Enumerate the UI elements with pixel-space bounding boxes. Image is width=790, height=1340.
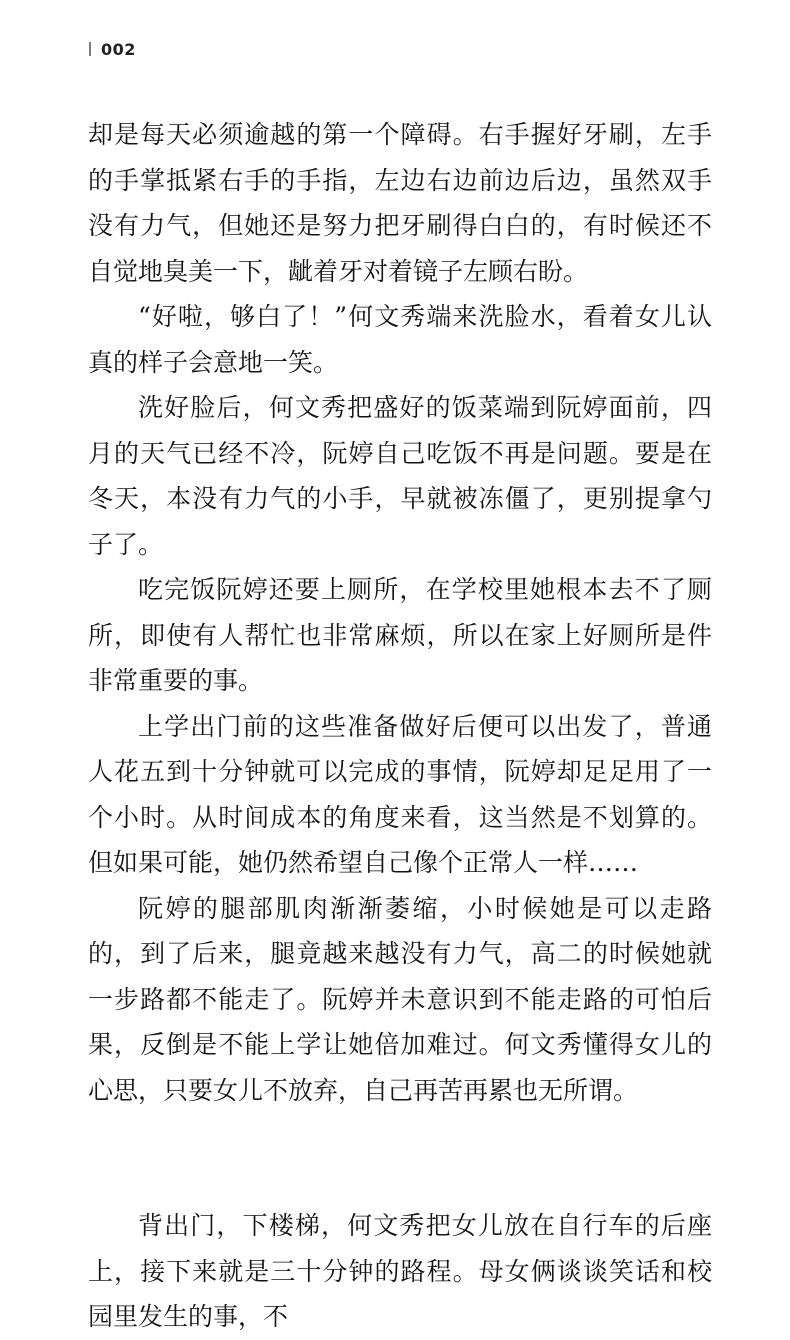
- paragraph: 洗好脸后，何文秀把盛好的饭菜端到阮婷面前，四月的天气已经不冷，阮婷自己吃饭不再是问题。要是在冬天，本没有力气的小手，早就被冻僵了，更别提拿勺子了。: [88, 393, 712, 559]
- paragraph: 阮婷的腿部肌肉渐渐萎缩，小时候她是可以走路的，到了后来，腿竟越来越没有力气，高二的时候她就一步路都不能走了。阮婷并未意识到不能走路的可怕后果，反倒是不能上学让她倍加难过。何文秀懂得女儿的心思，只要女儿不放弃，自己再苦再累也无所谓。: [88, 893, 712, 1105]
- body-text: [88, 112, 712, 1340]
- page-number: 002: [101, 40, 136, 59]
- section-break: [88, 1113, 712, 1203]
- paragraph: 吃完饭阮婷还要上厕所，在学校里她根本去不了厕所，即使有人帮忙也非常麻烦，所以在家上好厕所是件非常重要的事。: [88, 575, 712, 695]
- paragraph: 背出门，下楼梯，何文秀把女儿放在自行车的后座上，接下来就是三十分钟的路程。母女俩谈谈笑话和校园里发生的事，不: [88, 1211, 712, 1331]
- paragraph: 上学出门前的这些准备做好后便可以出发了，普通人花五到十分钟就可以完成的事情，阮婷却足足用了一个小时。从时间成本的角度来看，这当然是不划算的。但如果可能，她仍然希望自己像个正常人一样……: [88, 711, 712, 877]
- paragraph: “好啦，够白了！”何文秀端来洗脸水，看着女儿认真的样子会意地一笑。: [88, 302, 712, 377]
- page-header: [0, 0, 790, 80]
- paragraph-continuation: 却是每天必须逾越的第一个障碍。右手握好牙刷，左手的手掌抵紧右手的手指，左边右边前边后边，虽然双手没有力气，但她还是努力把牙刷得白白的，有时候还不自觉地臭美一下，龇着牙对着镜子左顾右盼。: [88, 120, 712, 286]
- header-rule-mark: [89, 42, 91, 56]
